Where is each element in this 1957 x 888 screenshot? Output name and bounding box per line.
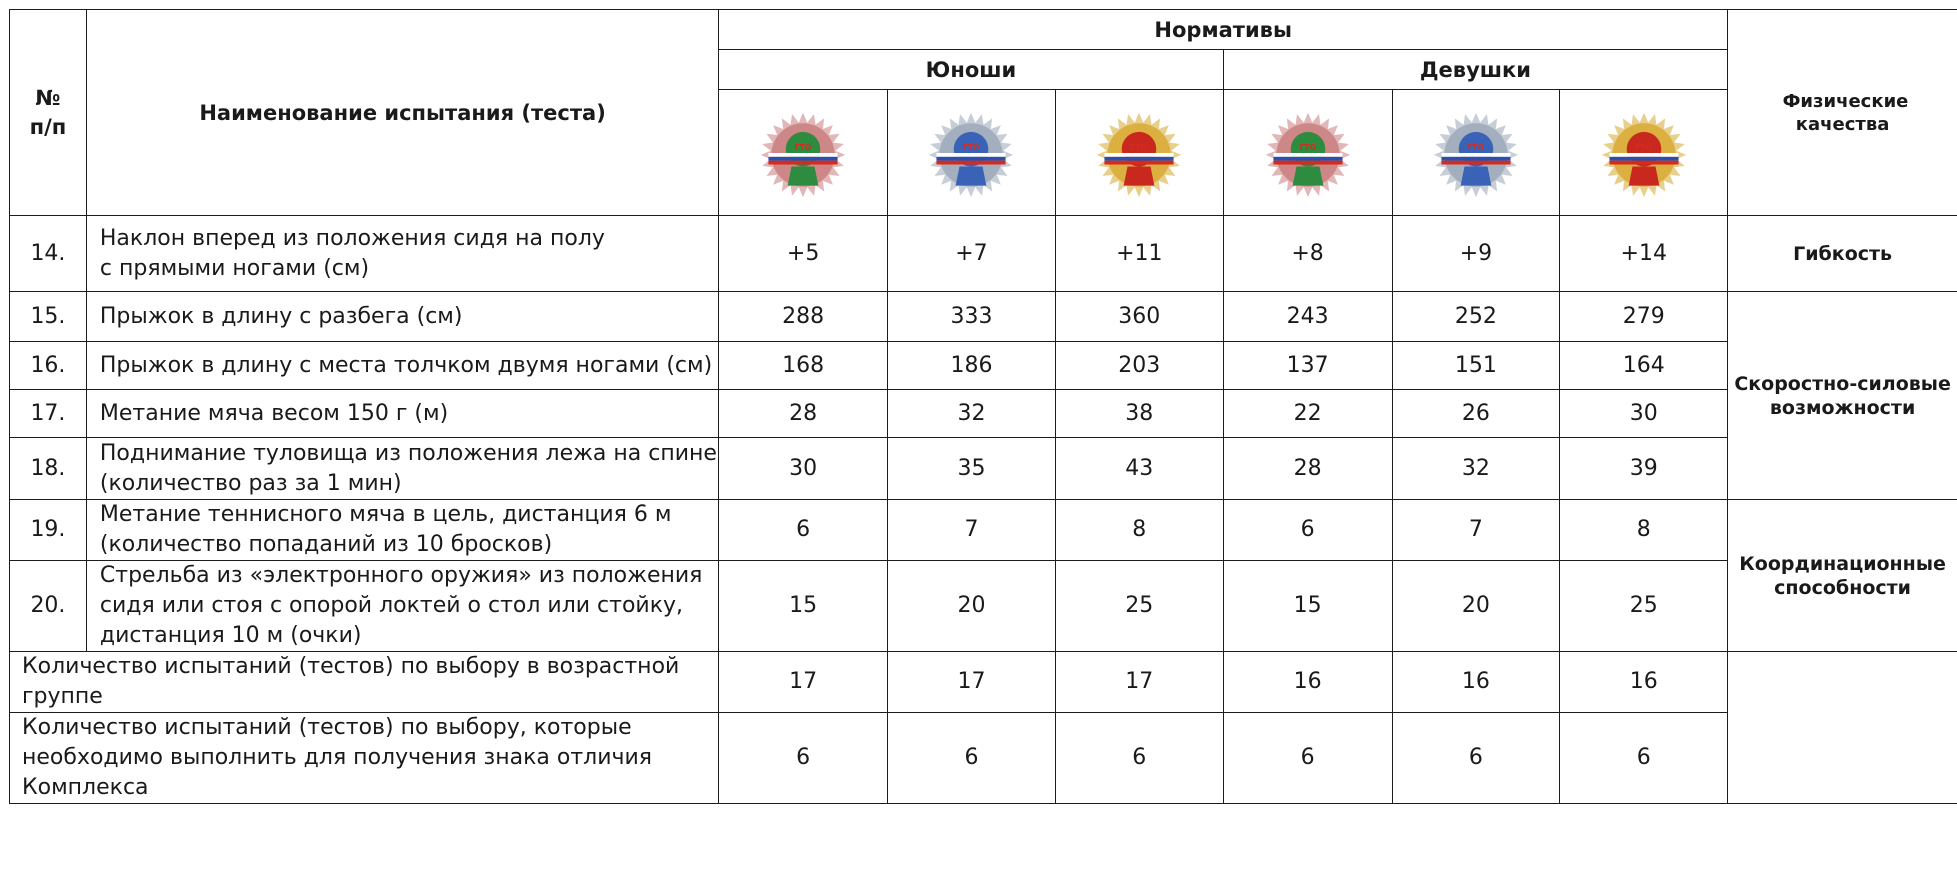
value-cell: +8: [1223, 216, 1392, 292]
value-cell: 16: [1392, 652, 1560, 713]
table-row: [10, 500, 1957, 561]
quality-flexibility: Гибкость: [1728, 216, 1957, 292]
value-cell: 186: [888, 342, 1056, 390]
test-name-line: сидя или стоя с опорой локтей о стол или стойку,: [99, 593, 684, 618]
boys-header: [719, 50, 1223, 90]
num-header: [10, 10, 87, 216]
test-name: [86, 216, 718, 292]
value-cell: +5: [719, 216, 888, 292]
svg-text:ГТО: ГТО: [794, 142, 812, 152]
value-cell: 279: [1560, 292, 1728, 342]
row-index: 16.: [10, 342, 87, 390]
value-cell: 6: [719, 713, 888, 804]
summary-label-line: Комплекса: [22, 775, 149, 800]
value-cell: 22: [1223, 390, 1392, 438]
boys-header-label: Юноши: [925, 57, 1017, 82]
quality-line: Скоростно-силовые: [1734, 372, 1951, 395]
silver-badge-icon: [923, 105, 1019, 201]
summary-label: [10, 652, 719, 713]
summary-row: [10, 713, 1957, 804]
row-index: 15.: [10, 292, 87, 342]
badge-cell-boys-bronze: [719, 90, 888, 216]
test-name: [86, 561, 718, 652]
value-cell: 17: [888, 652, 1056, 713]
bronze-badge-icon: [755, 105, 851, 201]
value-cell: 7: [888, 500, 1056, 561]
value-cell: 333: [888, 292, 1056, 342]
value-cell: +11: [1055, 216, 1223, 292]
value-cell: 203: [1055, 342, 1223, 390]
value-cell: 17: [719, 652, 888, 713]
test-name-line: Наклон вперед из положения сидя на полу: [99, 225, 605, 251]
value-cell: 288: [719, 292, 888, 342]
girls-header-label: Девушки: [1419, 57, 1532, 82]
quality-speed-strength: [1728, 292, 1957, 500]
value-cell: 164: [1560, 342, 1728, 390]
row-index: 14.: [10, 216, 87, 292]
value-cell: 30: [719, 438, 888, 500]
girls-header: [1223, 50, 1727, 90]
value-cell: +7: [888, 216, 1056, 292]
value-cell: 6: [888, 713, 1056, 804]
row-index: 19.: [10, 500, 87, 561]
summary-row: [10, 652, 1957, 713]
name-header-label: Наименование испытания (теста): [199, 100, 606, 125]
value-cell: 6: [1560, 713, 1728, 804]
summary-label-line: Количество испытаний (тестов) по выбору в возрастной: [22, 654, 680, 679]
badge-cell-girls-bronze: [1223, 90, 1392, 216]
value-cell: 8: [1055, 500, 1223, 561]
standards-header: [719, 10, 1728, 50]
summary-empty-cell: [1728, 652, 1957, 804]
summary-label-line: необходимо выполнить для получения знака отличия: [22, 745, 653, 770]
value-cell: 6: [1223, 500, 1392, 561]
table-row: [10, 342, 1957, 390]
svg-text:ГТО: ГТО: [1635, 142, 1653, 152]
table-row: [10, 216, 1957, 292]
value-cell: 16: [1560, 652, 1728, 713]
svg-text:ГТО: ГТО: [1467, 142, 1485, 152]
row-index: 18.: [10, 438, 87, 500]
value-cell: 7: [1392, 500, 1560, 561]
value-cell: 25: [1055, 561, 1223, 652]
row-index: 20.: [10, 561, 87, 652]
quality-line: способности: [1774, 576, 1911, 599]
quality-coordination: [1728, 500, 1957, 652]
badge-cell-girls-gold: [1560, 90, 1728, 216]
value-cell: 168: [719, 342, 888, 390]
svg-text:ГТО: ГТО: [1299, 142, 1316, 152]
test-name-line: (количество попаданий из 10 бросков): [99, 532, 553, 557]
badge-cell-boys-silver: [888, 90, 1056, 216]
value-cell: 39: [1560, 438, 1728, 500]
value-cell: 17: [1055, 652, 1223, 713]
value-cell: 43: [1055, 438, 1223, 500]
value-cell: 15: [719, 561, 888, 652]
value-cell: 6: [1223, 713, 1392, 804]
badge-cell-boys-gold: [1055, 90, 1223, 216]
test-name-line: Прыжок в длину с места толчком двумя ногами (см): [99, 352, 713, 378]
value-cell: 6: [1392, 713, 1560, 804]
summary-label-line: группе: [22, 684, 103, 709]
test-name: [86, 500, 718, 561]
num-header-label: № п/п: [29, 85, 67, 139]
value-cell: +9: [1392, 216, 1560, 292]
test-name-line: Поднимание туловища из положения лежа на спине: [99, 440, 717, 466]
test-name-line: Метание теннисного мяча в цель, дистанция 6 м: [99, 502, 672, 527]
name-header: [86, 10, 718, 216]
badge-cell-girls-silver: [1392, 90, 1560, 216]
gto-standards-table: [9, 9, 1957, 804]
value-cell: 35: [888, 438, 1056, 500]
silver-badge-icon: [1428, 105, 1524, 201]
value-cell: 243: [1223, 292, 1392, 342]
table-row: [10, 292, 1957, 342]
gold-badge-icon: [1596, 105, 1692, 201]
value-cell: 28: [1223, 438, 1392, 500]
gold-badge-icon: [1091, 105, 1187, 201]
quality-header: [1728, 10, 1957, 216]
value-cell: 25: [1560, 561, 1728, 652]
standards-header-label: Нормативы: [1154, 17, 1292, 42]
table-row: [10, 438, 1957, 500]
test-name-line: Метание мяча весом 150 г (м): [99, 400, 449, 426]
quality-line: возможности: [1769, 396, 1916, 419]
row-index: 17.: [10, 390, 87, 438]
svg-text:ГТО: ГТО: [963, 142, 980, 152]
table-row: [10, 561, 1957, 652]
quality-line: Координационные: [1739, 552, 1946, 575]
value-cell: 137: [1223, 342, 1392, 390]
value-cell: 32: [1392, 438, 1560, 500]
value-cell: 20: [888, 561, 1056, 652]
value-cell: 28: [719, 390, 888, 438]
value-cell: 6: [719, 500, 888, 561]
test-name: [86, 390, 718, 438]
table-row: [10, 390, 1957, 438]
value-cell: 26: [1392, 390, 1560, 438]
value-cell: 6: [1055, 713, 1223, 804]
test-name: [86, 438, 718, 500]
test-name: [86, 292, 718, 342]
value-cell: 38: [1055, 390, 1223, 438]
quality-header-label: Физические качества: [1782, 90, 1909, 135]
test-name-line: с прямыми ногами (см): [99, 255, 370, 281]
test-name-line: дистанция 10 м (очки): [99, 623, 362, 648]
value-cell: 252: [1392, 292, 1560, 342]
value-cell: +14: [1560, 216, 1728, 292]
value-cell: 30: [1560, 390, 1728, 438]
value-cell: 32: [888, 390, 1056, 438]
bronze-badge-icon: [1260, 105, 1356, 201]
value-cell: 15: [1223, 561, 1392, 652]
test-name: [86, 342, 718, 390]
value-cell: 151: [1392, 342, 1560, 390]
test-name-line: Стрельба из «электронного оружия» из положения: [99, 563, 703, 588]
summary-label-line: Количество испытаний (тестов) по выбору, которые: [22, 715, 632, 740]
summary-label: [10, 713, 719, 804]
value-cell: 8: [1560, 500, 1728, 561]
svg-text:ГТО: ГТО: [1130, 142, 1148, 152]
value-cell: 16: [1223, 652, 1392, 713]
value-cell: 20: [1392, 561, 1560, 652]
value-cell: 360: [1055, 292, 1223, 342]
test-name-line: (количество раз за 1 мин): [99, 470, 402, 496]
test-name-line: Прыжок в длину с разбега (см): [99, 303, 463, 329]
header-row-1: [10, 10, 1957, 50]
